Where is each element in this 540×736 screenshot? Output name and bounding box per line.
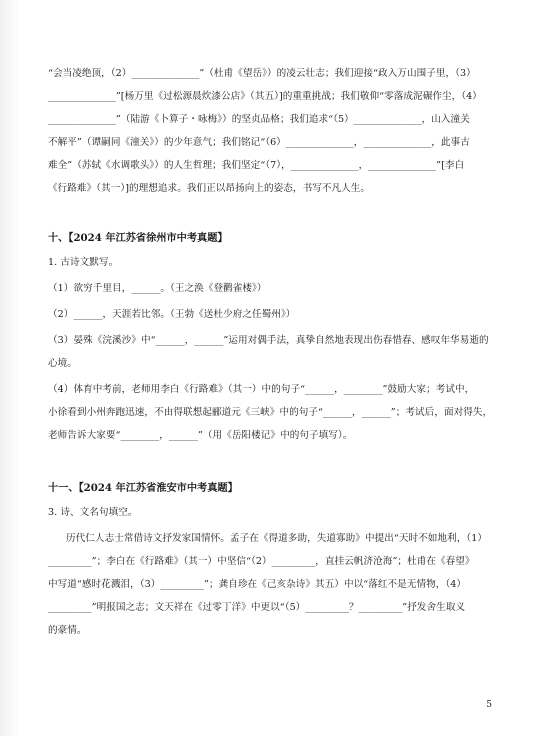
question-label: 1. 古诗文默写。: [48, 257, 119, 268]
paragraph-line: 历代仁人志士常借诗文抒发家国情怀。孟子在《得道多助，失道寡助》中提出“天时不如地利，（1）: [66, 533, 487, 544]
question-item: （1）欲穷千里目，______。（王之涣《登鹳雀楼》）: [48, 283, 267, 294]
paragraph-line: “会当凌绝顶，（2）______________”（杜甫《望岳》）的凌云壮志；我们迎接“政入万山围子里，（3）: [48, 68, 476, 79]
question-item: 老师告诉大家要“________，______”（用《岳阳楼记》中的句子填写）。: [48, 430, 353, 441]
section-heading: 十、【2024 年江苏省徐州市中考真题】: [48, 232, 228, 244]
paragraph-line: 中写道“感时花溅泪，（3）_________”；龚自珍在《己亥杂诗》其五）中以“落红不是无情物，（4）: [48, 579, 467, 590]
paragraph-line: ______________”[杨万里《过松源晨炊漆公店》（其五）]的重重挑战；我们敬仰“零落成泥碾作尘，（4）: [48, 91, 482, 102]
question-item: 小徐看到小州奔跑迅速，不由得联想起郦道元《三峡》中的句子“______，______”；考试后，面对得失，: [48, 407, 493, 418]
paragraph-line: 的豪情。: [48, 625, 87, 636]
question-item: （4）体育中考前，老师用李白《行路难》（其一）中的句子“______，________”鼓励大家；考试中，: [48, 384, 475, 395]
paragraph-line: 难全”（苏轼《水调歌头》）的人生哲理；我们坚定“（7），______________，______________”[李白: [48, 160, 465, 171]
question-item: 心境。: [48, 358, 77, 369]
section-heading: 十一、【2024 年江苏省淮安市中考真题】: [48, 482, 238, 494]
question-item: （2）______，天涯若比邻。（王勃《送杜少府之任蜀州》）: [48, 309, 296, 320]
paragraph-line: 《行路难》（其一）]的理想追求。我们正以昂扬向上的姿态，书写不凡人生。: [48, 183, 371, 194]
paragraph-line: _________”明报国之志；文天祥在《过零丁洋》中更以“（5）_________？_________”抒发舍生取义: [48, 602, 466, 613]
paragraph-line: 不解平”（谭嗣同《潼关》）的少年意气；我们铭记“（6）______________，______________，此事古: [48, 137, 470, 148]
paragraph-line: _________”；李白在《行路难》（其一）中坚信“（2）_________，直挂云帆济沧海”；杜甫在《春望》: [48, 556, 475, 567]
question-item: （3）晏殊《浣溪沙》中“______，______”运用对偶手法，真挚自然地表现出伤春惜春、感叹年华易逝的: [48, 335, 489, 346]
paragraph-line: ______________”（陆游《卜算子・咏梅》）的坚贞品格；我们追求“（5）______________，山入潼关: [48, 114, 470, 125]
page-number: 5: [486, 700, 492, 710]
page-edge-shadow: [0, 0, 20, 736]
question-label: 3. 诗、文名句填空。: [48, 507, 138, 518]
